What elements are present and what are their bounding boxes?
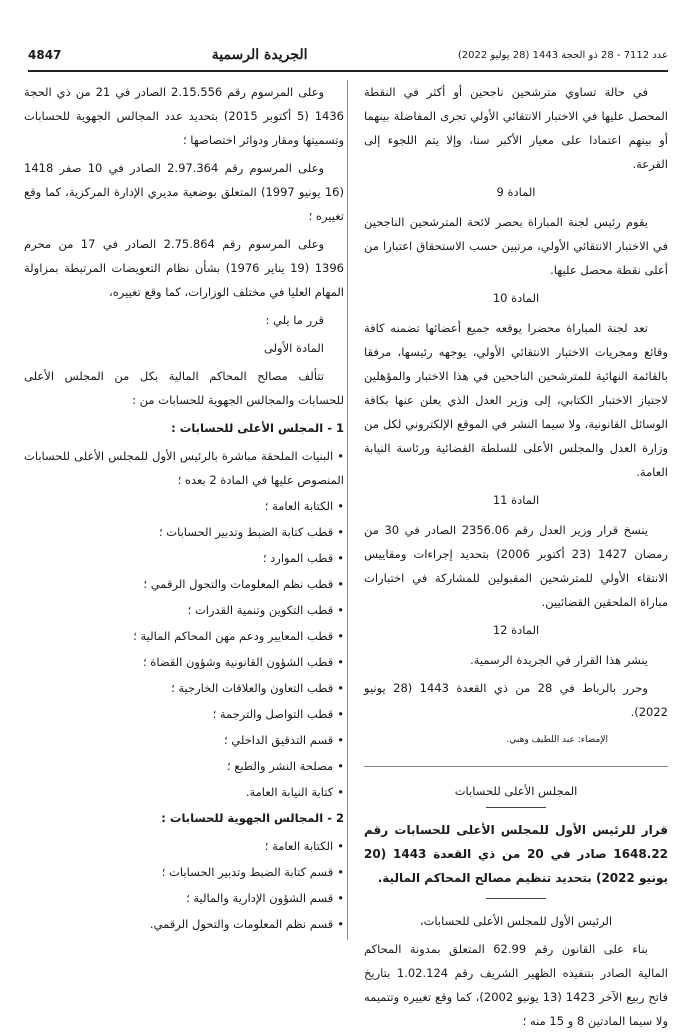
bullet-icon: • <box>337 577 344 591</box>
tie-paragraph: في حالة تساوي مترشحين ناجحين أو أكثر في النقطة المحصل عليها في الاختبار الانتقائي الأولي تجرى المفاضلة بينهما أو بينهم اعتمادا على معيار الأكبر سنا، وإلا يتم اللجوء إلى القرعة. <box>364 85 668 171</box>
article-1-text: تتألف مصالح المحاكم المالية بكل من المجلس الأعلى للحسابات والمجالس الجهوية للحسابات من : <box>24 369 344 407</box>
bullet-icon: • <box>337 525 344 539</box>
article-12-title: المادة 12 <box>492 623 540 637</box>
bullet-icon: • <box>337 449 344 463</box>
decree-title: قرار للرئيس الأول للمجلس الأعلى للحسابات رقم 1648.22 صادر في 20 من ذي القعدة 1443 (20 يونيو 2022) بتحديد تنظيم مصالح المحاكم المالية. <box>364 823 669 885</box>
list-item-text: مصلحة النشر والطبع ؛ <box>227 759 334 773</box>
bullet-icon: • <box>337 865 344 879</box>
list-item-text: كتابة النيابة العامة. <box>245 785 334 799</box>
list-item-text: قسم كتابة الضبط وتدبير الحسابات ؛ <box>161 865 334 879</box>
article-12-text: ينشر هذا القرار في الجريدة الرسمية. <box>470 653 648 667</box>
court-heading: المجلس الأعلى للحسابات <box>454 784 578 798</box>
bullet-icon: • <box>337 785 344 799</box>
bullet-icon: • <box>337 655 344 669</box>
short-rule <box>486 807 546 808</box>
section-1-title: 1 - المجلس الأعلى للحسابات : <box>171 421 344 435</box>
bullet-icon: • <box>337 499 344 513</box>
bullet-icon: • <box>337 707 344 721</box>
decided: قرر ما يلي : <box>265 313 324 327</box>
list-item-text: قطب الشؤون القانونية وشؤون القضاة ؛ <box>143 655 334 669</box>
list-item-text: قسم التدقيق الداخلي ؛ <box>223 733 334 747</box>
article-10-text: تعد لجنة المباراة محضرا يوقعه جميع أعضائها تضمنه كافة وقائع ومجريات الاختبار الانتقائي الأولي، يوجهه رئيسها، مرفقا بالقائمة النهائية للمترشحين الناجحين في هذا الاختبار والمؤهلين لاجتياز الاختبار الكتابي، إلى وزير العدل الذي يعلن عنها بكافة الوسائل القانونية، ولا سيما النشر في الموقع الإلكتروني لكل من وزارة العدل والمجلس الأعلى للسلطة القضائية ورئاسة النيابة العامة. <box>364 321 668 479</box>
decree-2-97-364: وعلى المرسوم رقم 2.97.364 الصادر في 10 صفر 1418 (16 يونيو 1997) المتعلق بوضعية مديري الإدارة المركزية، كما وقع تغييره ؛ <box>24 161 344 223</box>
bullet-icon: • <box>337 891 344 905</box>
done-at: وحرر بالرباط في 28 من ذي القعدة 1443 (28 يونيو 2022). <box>364 681 668 719</box>
bullet-icon: • <box>337 681 344 695</box>
list-item-text: قسم الشؤون الإدارية والمالية ؛ <box>186 891 334 905</box>
list-item <box>24 834 344 858</box>
bullet-icon: • <box>337 603 344 617</box>
list-item-text: قطب التكوين وتنمية القدرات ؛ <box>187 603 334 617</box>
article-11-title: المادة 11 <box>492 493 540 507</box>
list-item <box>24 676 344 700</box>
list-item-text: قطب التعاون والعلاقات الخارجية ؛ <box>171 681 334 695</box>
list-item-text: قطب نظم المعلومات والتحول الرقمي ؛ <box>143 577 334 591</box>
section-2-title: 2 - المجالس الجهوية للحسابات : <box>161 811 344 825</box>
list-item <box>24 624 344 648</box>
article-9-title: المادة 9 <box>496 185 536 199</box>
article-11-text: ينسخ قرار وزير العدل رقم 2356.06 الصادر في 30 من رمضان 1427 (23 أكتوبر 2006) بتحديد إجراءات ومقاييس الانتقاء الأولي للمترشحين المقبولين للمشاركة في اختبارات مباراة الملحقين القضائيين. <box>364 523 668 609</box>
page-header <box>28 44 668 66</box>
list-item-text: قطب كتابة الضبط وتدبير الحسابات ؛ <box>158 525 334 539</box>
journal-title: الجريدة الرسمية <box>211 47 308 63</box>
list-item <box>24 598 344 622</box>
right-column <box>364 80 669 1028</box>
signature: الإمضاء: عبد اللطيف وهبي. <box>506 735 608 745</box>
list-item <box>24 780 344 804</box>
list-item <box>24 444 344 492</box>
list-item <box>24 728 344 752</box>
bullet-icon: • <box>337 759 344 773</box>
bullet-icon: • <box>337 839 344 853</box>
bullet-icon: • <box>337 551 344 565</box>
short-rule <box>486 898 546 899</box>
first-president: الرئيس الأول للمجلس الأعلى للحسابات، <box>419 914 613 928</box>
bullet-icon: • <box>337 917 344 931</box>
section-1-list <box>24 444 344 804</box>
section-separator <box>364 766 668 767</box>
list-item <box>24 754 344 778</box>
list-item <box>24 702 344 726</box>
column-divider <box>347 80 348 940</box>
decree-2-15-556: وعلى المرسوم رقم 2.15.556 الصادر في 21 من ذي الحجة 1436 (5 أكتوبر 2015) بتحديد عدد المجالس الجهوية للحسابات وتسميتها ومقار ودوائر اختصاصها ؛ <box>24 85 344 147</box>
article-10-title: المادة 10 <box>492 291 540 305</box>
list-item <box>24 912 344 936</box>
decree-2-75-864: وعلى المرسوم رقم 2.75.864 الصادر في 17 من محرم 1396 (19 يناير 1976) بشأن نظام التعويضات المرتبطة بمزاولة المهام العليا في مختلف الوزارات، كما وقع تغييره، <box>24 237 344 299</box>
bullet-icon: • <box>337 629 344 643</box>
list-item-text: قطب المعايير ودعم مهن المحاكم المالية ؛ <box>133 629 334 643</box>
list-item-text: قسم نظم المعلومات والتحول الرقمي. <box>149 917 334 931</box>
list-item <box>24 520 344 544</box>
list-item <box>24 860 344 884</box>
left-column <box>24 80 344 950</box>
article-1-title: المادة الأولى <box>263 341 324 355</box>
header-rule <box>28 70 668 72</box>
issue-info: عدد 7112 - 28 ذو الحجة 1443 (28 يوليو 2022) <box>457 49 668 61</box>
list-item-text: الكتابة العامة ؛ <box>264 499 334 513</box>
law-reference: بناء على القانون رقم 62.99 المتعلق بمدونة المحاكم المالية الصادر بتنفيذه الظهير الشريف رقم 1.02.124 بتاريخ فاتح ربيع الآخر 1423 (13 يونيو 2002)، كما وقع تغييره وتتميمه ولا سيما المادتين 8 و 15 منه ؛ <box>364 942 668 1028</box>
list-item <box>24 886 344 910</box>
list-item <box>24 650 344 674</box>
list-item-text: قطب الموارد ؛ <box>262 551 334 565</box>
list-item-text: الكتابة العامة ؛ <box>264 839 334 853</box>
list-item <box>24 546 344 570</box>
article-9-text: يقوم رئيس لجنة المباراة بحصر لائحة المترشحين الناجحين في الاختبار الانتقائي الأولي، مرتبين حسب الاستحقاق اعتبارا من أعلى نقطة محصل عليها. <box>364 215 668 277</box>
list-item-text: قطب التواصل والترجمة ؛ <box>212 707 334 721</box>
bullet-icon: • <box>337 733 344 747</box>
list-item <box>24 572 344 596</box>
list-item-text: البنيات الملحقة مباشرة بالرئيس الأول للمجلس الأعلى للحسابات المنصوص عليها في المادة 2 بعده ؛ <box>24 449 344 487</box>
section-2-list <box>24 834 344 936</box>
page-number: 4847 <box>28 48 62 62</box>
list-item <box>24 494 344 518</box>
